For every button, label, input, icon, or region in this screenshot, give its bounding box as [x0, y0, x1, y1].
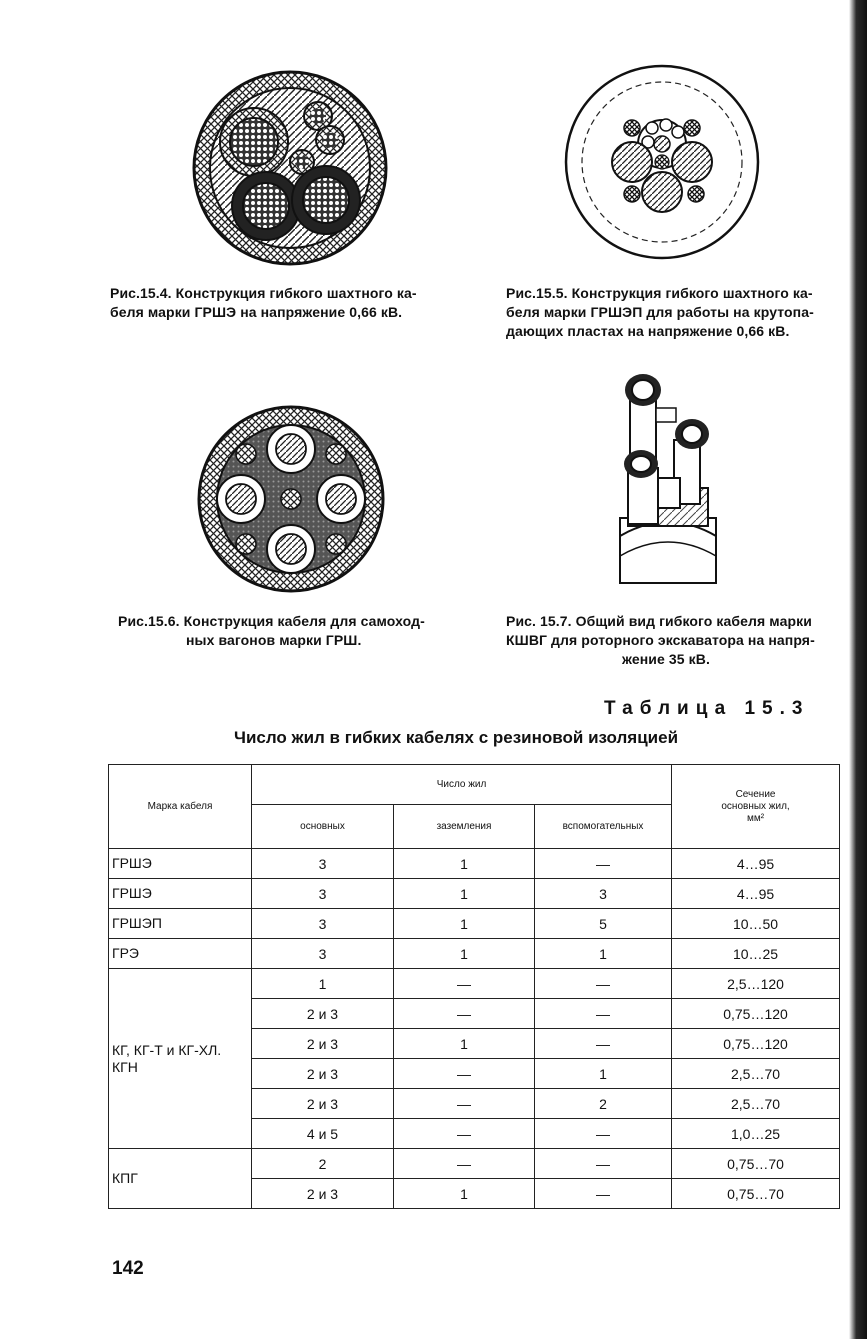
- table-row: [109, 849, 840, 879]
- caption-line: жение 35 кВ.: [622, 651, 710, 667]
- cell-main: 2 и 3: [252, 999, 394, 1029]
- cell-ground: 1: [394, 909, 535, 939]
- cell-section: 4…95: [672, 879, 840, 909]
- cell-aux: —: [535, 1149, 672, 1179]
- table-number: Таблица 15.3: [604, 698, 810, 719]
- cell-aux: 1: [535, 939, 672, 969]
- cell-aux: —: [535, 999, 672, 1029]
- cell-main: 3: [252, 879, 394, 909]
- cell-main: 2 и 3: [252, 1179, 394, 1209]
- cell-section: 0,75…120: [672, 999, 840, 1029]
- brand-group-kg: КГ, КГ-Т и КГ-ХЛ. КГН: [112, 1041, 222, 1075]
- cell-section: 0,75…120: [672, 1029, 840, 1059]
- page-number: 142: [112, 1258, 144, 1279]
- figure-15-6-caption: [118, 612, 450, 650]
- cell-ground: —: [394, 1089, 535, 1119]
- cell-main: 2 и 3: [252, 1059, 394, 1089]
- cell-aux: —: [535, 1179, 672, 1209]
- cell-main: 1: [252, 969, 394, 999]
- cell-aux: —: [535, 1029, 672, 1059]
- header-brand: Марка кабеля: [109, 765, 252, 849]
- cell-brand: ГРШЭП: [109, 909, 252, 939]
- cell-ground: —: [394, 1149, 535, 1179]
- header-aux: вспомогательных: [535, 805, 672, 849]
- cell-aux: —: [535, 969, 672, 999]
- cell-ground: —: [394, 1059, 535, 1089]
- caption-line: Рис.15.4. Конструкция гибкого шахтного ка-: [110, 285, 417, 301]
- cell-brand: КПГ: [109, 1149, 252, 1209]
- cell-brand: ГРШЭ: [109, 879, 252, 909]
- table-row: [109, 969, 840, 999]
- cell-aux: 3: [535, 879, 672, 909]
- caption-line: Рис.15.6. Конструкция кабеля для самоход-: [118, 613, 425, 629]
- cell-main: 2 и 3: [252, 1089, 394, 1119]
- cell-main: 3: [252, 909, 394, 939]
- header-ground: заземления: [394, 805, 535, 849]
- figure-15-4-cable-cross-section: [190, 68, 390, 268]
- figure-15-7-cable-general-view: [608, 368, 728, 590]
- cell-main: 3: [252, 849, 394, 879]
- cell-aux: —: [535, 849, 672, 879]
- header-section-line2: основных жил,: [721, 800, 790, 812]
- cell-brand: ГРЭ: [109, 939, 252, 969]
- cell-section: 0,75…70: [672, 1179, 840, 1209]
- book-spine-shadow: [849, 0, 867, 1339]
- table-row: [109, 879, 840, 909]
- cell-ground: 1: [394, 1029, 535, 1059]
- caption-line: беля марки ГРШЭ на напряжение 0,66 кВ.: [110, 304, 403, 320]
- cell-section: 10…25: [672, 939, 840, 969]
- cable-cores-table: [108, 764, 840, 1209]
- figure-15-5-cable-cross-section: [562, 62, 762, 262]
- table-row: [109, 939, 840, 969]
- cell-ground: 1: [394, 1179, 535, 1209]
- cell-ground: —: [394, 1119, 535, 1149]
- cell-ground: —: [394, 999, 535, 1029]
- caption-line: Рис.15.5. Конструкция гибкого шахтного ка-: [506, 285, 813, 301]
- cell-main: 2: [252, 1149, 394, 1179]
- header-section: [672, 765, 840, 849]
- cell-section: 1,0…25: [672, 1119, 840, 1149]
- caption-line: Рис. 15.7. Общий вид гибкого кабеля марки: [506, 613, 812, 629]
- figure-15-6-cable-cross-section: [196, 404, 386, 594]
- cell-section: 2,5…120: [672, 969, 840, 999]
- header-section-line3: мм²: [746, 812, 765, 824]
- cell-aux: 2: [535, 1089, 672, 1119]
- cell-aux: —: [535, 1119, 672, 1149]
- cell-main: 2 и 3: [252, 1029, 394, 1059]
- header-section-line1: Сечение: [735, 788, 776, 800]
- caption-line: дающих пластах на напряжение 0,66 кВ.: [506, 323, 790, 339]
- cell-ground: 1: [394, 849, 535, 879]
- cell-ground: —: [394, 969, 535, 999]
- cell-brand: ГРШЭ: [109, 849, 252, 879]
- cell-section: 4…95: [672, 849, 840, 879]
- caption-line: беля марки ГРШЭП для работы на крутопа-: [506, 304, 814, 320]
- caption-line: КШВГ для роторного экскаватора на напря-: [506, 632, 815, 648]
- cell-ground: 1: [394, 879, 535, 909]
- cell-aux: 5: [535, 909, 672, 939]
- figure-15-7-caption: [506, 612, 840, 669]
- figure-15-5-caption: [506, 284, 840, 341]
- header-cores-group: Число жил: [252, 765, 672, 805]
- header-main: основных: [252, 805, 394, 849]
- caption-line: ных вагонов марки ГРШ.: [186, 632, 362, 648]
- table-title: Число жил в гибких кабелях с резиновой изоляцией: [234, 728, 679, 747]
- cell-main: 4 и 5: [252, 1119, 394, 1149]
- cell-section: 2,5…70: [672, 1059, 840, 1089]
- table-row: [109, 909, 840, 939]
- cell-main: 3: [252, 939, 394, 969]
- figure-15-4-caption: [110, 284, 450, 322]
- cell-section: 0,75…70: [672, 1149, 840, 1179]
- cell-brand: [109, 969, 252, 1149]
- cell-section: 10…50: [672, 909, 840, 939]
- table-row: [109, 1149, 840, 1179]
- cell-section: 2,5…70: [672, 1089, 840, 1119]
- cell-ground: 1: [394, 939, 535, 969]
- cell-aux: 1: [535, 1059, 672, 1089]
